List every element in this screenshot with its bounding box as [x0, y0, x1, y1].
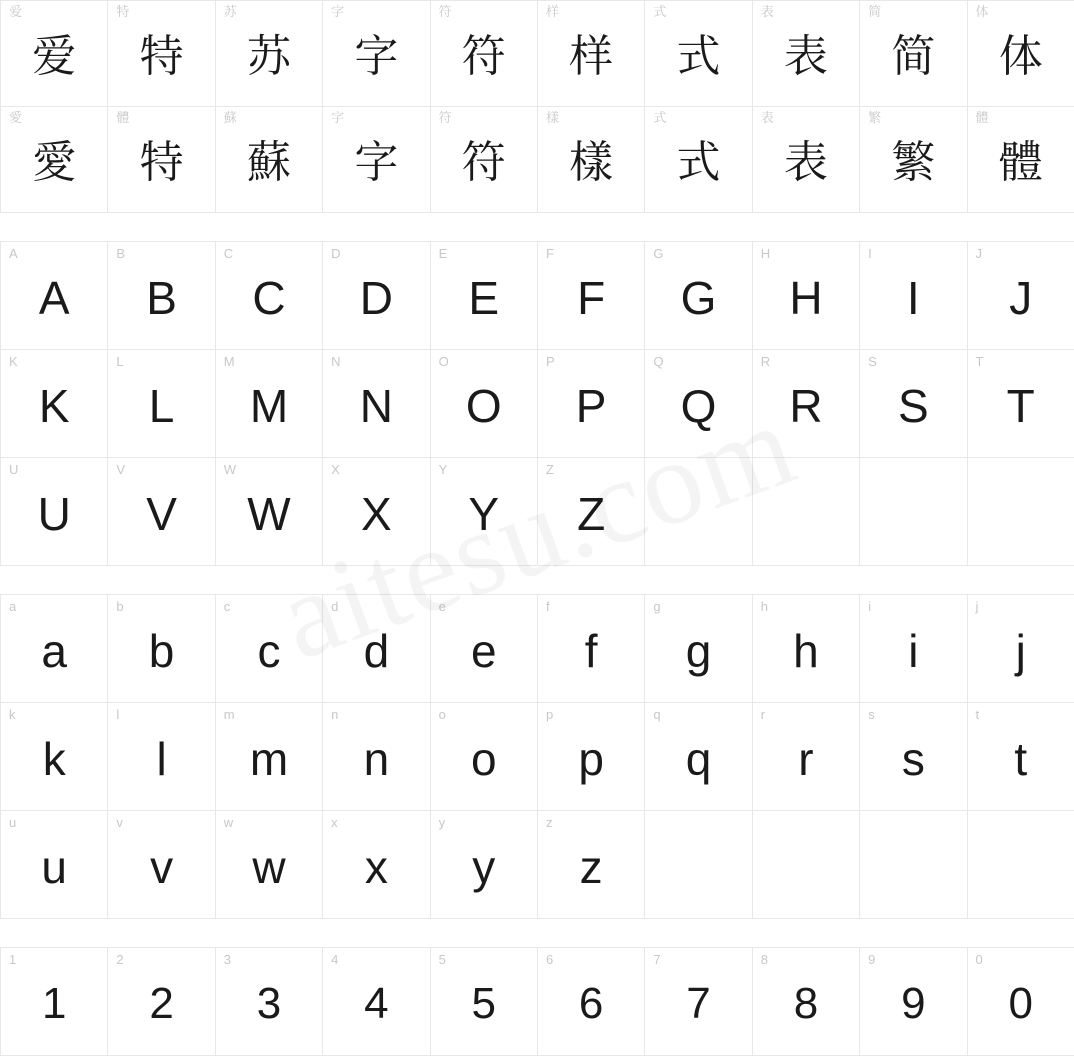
glyph-cell-empty [968, 811, 1074, 919]
glyph-cell[interactable] [431, 350, 538, 458]
glyph-cell-tag: U [9, 462, 19, 477]
glyph-cell[interactable] [108, 350, 215, 458]
glyph-cell-character: 样 [569, 30, 614, 82]
glyph-cell-tag: 蘇 [223, 111, 237, 126]
glyph-cell[interactable] [108, 948, 215, 1056]
glyph-cell[interactable] [968, 107, 1074, 213]
glyph-cell-character: W [247, 487, 291, 540]
glyph-cell-tag: 體 [975, 111, 989, 126]
glyph-cell[interactable] [216, 458, 323, 566]
glyph-cell-character: 2 [149, 978, 174, 1028]
glyph-cell[interactable] [431, 458, 538, 566]
glyph-cell-character: r [798, 732, 814, 785]
glyph-cell[interactable] [108, 703, 215, 811]
glyph-cell-tag: h [760, 599, 768, 614]
glyph-cell-tag: o [438, 707, 446, 722]
glyph-cell[interactable] [216, 703, 323, 811]
glyph-cell[interactable] [968, 242, 1074, 350]
glyph-cell-character: 字 [354, 30, 399, 82]
glyph-cell-tag: 樣 [545, 111, 559, 126]
glyph-cell-tag: l [116, 707, 120, 722]
glyph-cell-tag: e [438, 599, 446, 614]
glyph-cell-character: Z [577, 487, 606, 540]
glyph-cell-character: s [901, 732, 925, 785]
glyph-cell-character: v [150, 840, 174, 893]
glyph-cell[interactable] [860, 350, 967, 458]
glyph-cell[interactable] [1, 1, 108, 107]
glyph-cell-tag: 愛 [9, 111, 23, 126]
glyph-cell-character: e [470, 624, 497, 677]
glyph-cell-tag: 4 [331, 952, 339, 967]
glyph-cell-tag: A [9, 246, 18, 261]
glyph-cell-tag: Q [653, 354, 664, 369]
glyph-cell-character: x [364, 840, 388, 893]
glyph-cell[interactable] [645, 107, 752, 213]
glyph-block-numbers [0, 947, 1074, 1056]
glyph-cell[interactable] [431, 107, 538, 213]
glyph-cell[interactable] [968, 350, 1074, 458]
glyph-cell[interactable] [538, 242, 645, 350]
glyph-cell-character: f [584, 624, 598, 677]
glyph-cell[interactable] [753, 350, 860, 458]
glyph-cell-empty [860, 458, 967, 566]
glyph-cell[interactable] [431, 703, 538, 811]
glyph-cell-character: 體 [998, 136, 1043, 188]
glyph-cell-character [645, 458, 751, 565]
glyph-cell-tag: O [438, 354, 449, 369]
glyph-cell-tag: 体 [975, 5, 989, 20]
glyph-cell[interactable] [431, 948, 538, 1056]
glyph-cell[interactable] [753, 242, 860, 350]
glyph-cell[interactable] [1, 595, 108, 703]
glyph-cell-tag: W [223, 462, 237, 477]
glyph-cell-character: 3 [256, 978, 282, 1028]
glyph-cell-tag: 3 [223, 952, 232, 967]
glyph-cell[interactable] [323, 107, 430, 213]
glyph-cell[interactable] [645, 350, 752, 458]
glyph-cell-tag: a [9, 599, 17, 614]
glyph-cell-tag: 繁 [868, 111, 882, 126]
glyph-cell-character [645, 811, 751, 918]
glyph-cell-tag: M [223, 354, 235, 369]
glyph-cell[interactable] [1, 242, 108, 350]
glyph-cell[interactable] [431, 811, 538, 919]
glyph-cell-tag: t [975, 707, 980, 722]
glyph-cell[interactable] [431, 595, 538, 703]
glyph-cell-character: L [148, 379, 175, 432]
glyph-cell[interactable] [753, 703, 860, 811]
glyph-cell-tag: 符 [438, 5, 452, 20]
glyph-cell-tag: b [116, 599, 124, 614]
glyph-cell-character: 字 [354, 136, 399, 188]
glyph-cell-tag: B [116, 246, 126, 261]
glyph-cell-character: 6 [578, 978, 604, 1028]
glyph-cell-character: H [789, 271, 823, 324]
glyph-cell-empty [645, 458, 752, 566]
glyph-cell-character: 体 [998, 30, 1043, 82]
glyph-cell[interactable] [1, 703, 108, 811]
glyph-cell-character: S [897, 379, 929, 432]
glyph-cell-tag: 體 [116, 111, 130, 126]
glyph-cell[interactable] [645, 595, 752, 703]
glyph-cell-tag: 9 [868, 952, 876, 967]
glyph-cell-character: 5 [471, 978, 496, 1028]
glyph-cell-character: P [575, 379, 607, 432]
glyph-cell-tag: 苏 [223, 5, 237, 20]
glyph-cell-character: l [156, 732, 167, 785]
glyph-cell[interactable] [968, 1, 1074, 107]
glyph-cell-character: R [789, 379, 823, 432]
glyph-cell-tag: J [975, 246, 983, 261]
glyph-cell-tag: q [653, 707, 661, 722]
glyph-cell-character: p [578, 732, 604, 785]
glyph-cell[interactable] [968, 703, 1074, 811]
glyph-cell-character: 0 [1008, 978, 1033, 1028]
glyph-cell-character: h [793, 624, 819, 677]
glyph-cell[interactable] [216, 1, 323, 107]
glyph-cell[interactable] [860, 242, 967, 350]
glyph-cell[interactable] [323, 350, 430, 458]
glyph-cell-tag: D [331, 246, 341, 261]
glyph-cell[interactable] [216, 811, 323, 919]
glyph-cell-tag: 7 [653, 952, 661, 967]
glyph-cell-character: j [1015, 624, 1026, 677]
glyph-cell-character: I [906, 271, 920, 324]
glyph-cell-character: O [465, 379, 502, 432]
glyph-cell-character: 符 [461, 30, 506, 82]
glyph-cell-tag: P [545, 354, 555, 369]
glyph-cell-empty [753, 458, 860, 566]
glyph-cell-character: b [148, 624, 175, 677]
glyph-cell[interactable] [323, 1, 430, 107]
glyph-cell[interactable] [216, 595, 323, 703]
glyph-cell-character: 8 [793, 978, 819, 1028]
glyph-cell-tag: S [868, 354, 877, 369]
block-separator [0, 566, 1074, 594]
glyph-cell-tag: H [760, 246, 771, 261]
glyph-cell-tag: 特 [116, 5, 130, 20]
glyph-cell[interactable] [538, 350, 645, 458]
glyph-cell-character: D [359, 271, 393, 324]
glyph-cell-tag: 2 [116, 952, 124, 967]
glyph-cell[interactable] [216, 107, 323, 213]
glyph-cell[interactable] [538, 948, 645, 1056]
glyph-cell-character: M [249, 379, 289, 432]
glyph-cell-character: 特 [139, 136, 184, 188]
glyph-cell-tag: Y [438, 462, 448, 477]
glyph-cell[interactable] [1, 458, 108, 566]
glyph-cell-character: 1 [41, 978, 67, 1028]
glyph-cell-tag: Z [545, 462, 554, 477]
glyph-cell[interactable] [538, 703, 645, 811]
glyph-cell-character: 符 [461, 136, 506, 188]
glyph-cell-character: 表 [783, 136, 828, 188]
glyph-cell-tag: 式 [653, 111, 667, 126]
glyph-cell-character: F [577, 271, 606, 324]
glyph-cell-character: A [38, 271, 70, 324]
glyph-cell-character: m [249, 732, 289, 785]
glyph-cell-character: 愛 [32, 136, 77, 188]
glyph-cell-character: N [359, 379, 393, 432]
glyph-cell-character: d [363, 624, 390, 677]
glyph-cell-character: Q [680, 379, 717, 432]
glyph-cell-tag: 爱 [9, 5, 23, 20]
glyph-cell[interactable] [323, 948, 430, 1056]
glyph-cell[interactable] [1, 948, 108, 1056]
glyph-cell-tag: c [223, 599, 231, 614]
glyph-cell-tag: R [760, 354, 771, 369]
glyph-cell[interactable] [645, 703, 752, 811]
glyph-cell[interactable] [860, 948, 967, 1056]
glyph-cell[interactable] [860, 703, 967, 811]
glyph-block-cjk [0, 0, 1074, 213]
glyph-cell-tag: 1 [9, 952, 17, 967]
glyph-cell-tag: G [653, 246, 664, 261]
glyph-cell-tag: i [868, 599, 872, 614]
glyph-cell-character: w [252, 840, 286, 893]
glyph-cell[interactable] [216, 948, 323, 1056]
glyph-cell-tag: E [438, 246, 448, 261]
glyph-cell[interactable] [323, 242, 430, 350]
glyph-cell-tag: s [868, 707, 875, 722]
glyph-cell-empty [860, 811, 967, 919]
glyph-block-uppercase [0, 241, 1074, 566]
glyph-cell-empty [968, 458, 1074, 566]
glyph-cell-character: o [470, 732, 497, 785]
glyph-cell-character: V [146, 487, 177, 540]
glyph-cell-tag: T [975, 354, 984, 369]
glyph-cell[interactable] [860, 595, 967, 703]
glyph-cell-tag: 表 [760, 5, 774, 20]
glyph-cell[interactable] [108, 458, 215, 566]
block-separator [0, 919, 1074, 947]
glyph-cell[interactable] [753, 948, 860, 1056]
glyph-cell[interactable] [538, 107, 645, 213]
glyph-cell-tag: L [116, 354, 124, 369]
glyph-cell-empty [753, 811, 860, 919]
glyph-cell[interactable] [431, 242, 538, 350]
glyph-cell-character: 樣 [569, 136, 614, 188]
glyph-cell-character: c [257, 624, 281, 677]
glyph-cell[interactable] [431, 1, 538, 107]
glyph-cell[interactable] [323, 595, 430, 703]
glyph-cell-tag: v [116, 815, 123, 830]
glyph-cell-character: T [1006, 379, 1035, 432]
glyph-cell[interactable] [108, 242, 215, 350]
glyph-cell-tag: C [223, 246, 234, 261]
glyph-cell[interactable] [216, 242, 323, 350]
glyph-block-lowercase [0, 594, 1074, 919]
glyph-cell-tag: u [9, 815, 17, 830]
glyph-cell-character: 蘇 [246, 136, 291, 188]
glyph-cell[interactable] [860, 1, 967, 107]
glyph-cell-tag: j [975, 599, 979, 614]
glyph-cell-tag: K [9, 354, 18, 369]
glyph-cell-tag: m [223, 707, 235, 722]
glyph-cell-character: 繁 [891, 136, 936, 188]
glyph-cell-character: 9 [901, 978, 926, 1028]
glyph-cell[interactable] [753, 595, 860, 703]
glyph-cell-tag: 样 [545, 5, 559, 20]
glyph-cell-character: 简 [891, 30, 936, 82]
glyph-cell[interactable] [645, 948, 752, 1056]
glyph-cell-character: 表 [783, 30, 828, 82]
glyph-cell[interactable] [968, 595, 1074, 703]
glyph-cell-character [753, 458, 859, 565]
block-separator [0, 213, 1074, 241]
glyph-cell[interactable] [860, 107, 967, 213]
glyph-cell[interactable] [645, 1, 752, 107]
glyph-cell-tag: 式 [653, 5, 667, 20]
glyph-cell-tag: n [331, 707, 339, 722]
glyph-cell[interactable] [753, 1, 860, 107]
glyph-cell-tag: X [331, 462, 340, 477]
glyph-cell-character: 7 [686, 978, 711, 1028]
glyph-cell-character: q [685, 732, 712, 785]
glyph-cell-character: z [579, 840, 603, 893]
glyph-cell-character: B [146, 271, 177, 324]
glyph-cell-character [753, 811, 859, 918]
glyph-cell-tag: 0 [975, 952, 983, 967]
glyph-cell[interactable] [323, 703, 430, 811]
glyph-cell-tag: d [331, 599, 339, 614]
glyph-cell-character: a [41, 624, 67, 677]
glyph-cell[interactable] [108, 811, 215, 919]
glyph-cell-character [860, 811, 966, 918]
glyph-cell[interactable] [108, 595, 215, 703]
glyph-cell-character: 4 [364, 978, 389, 1028]
glyph-cell[interactable] [323, 458, 430, 566]
glyph-cell-tag: 6 [545, 952, 554, 967]
glyph-cell-character: J [1009, 271, 1033, 324]
glyph-cell-tag: p [545, 707, 554, 722]
glyph-cell-character: 爱 [32, 30, 77, 82]
glyph-cell-tag: 符 [438, 111, 452, 126]
glyph-cell-character: n [363, 732, 390, 785]
glyph-cell-character: E [468, 271, 500, 324]
glyph-cell-character: 式 [676, 136, 721, 188]
glyph-cell[interactable] [323, 811, 430, 919]
glyph-cell-character: K [38, 379, 70, 432]
glyph-cell-tag: r [760, 707, 766, 722]
glyph-cell-character: y [472, 840, 496, 893]
glyph-cell-character: 苏 [246, 30, 291, 82]
glyph-cell-character: t [1014, 732, 1028, 785]
glyph-cell[interactable] [1, 107, 108, 213]
glyph-cell-tag: N [331, 354, 341, 369]
glyph-cell-tag: V [116, 462, 126, 477]
glyph-cell-character: C [252, 271, 286, 324]
glyph-cell-character [968, 458, 1074, 565]
glyph-cell-tag: 5 [438, 952, 446, 967]
glyph-cell[interactable] [968, 948, 1074, 1056]
glyph-cell-tag: f [545, 599, 550, 614]
glyph-cell[interactable] [538, 811, 645, 919]
glyph-cell-tag: I [868, 246, 872, 261]
glyph-cell[interactable] [1, 811, 108, 919]
glyph-cell-character: u [41, 840, 67, 893]
glyph-cell[interactable] [108, 1, 215, 107]
glyph-cell[interactable] [1, 350, 108, 458]
glyph-cell-character: G [680, 271, 717, 324]
glyph-cell-tag: 表 [760, 111, 774, 126]
glyph-cell-tag: w [223, 815, 234, 830]
glyph-cell[interactable] [645, 242, 752, 350]
glyph-cell[interactable] [108, 107, 215, 213]
glyph-cell-character: k [42, 732, 66, 785]
glyph-cell-character: i [908, 624, 919, 677]
glyph-cell-tag: z [545, 815, 553, 830]
glyph-cell-tag: F [545, 246, 554, 261]
glyph-cell-tag: g [653, 599, 661, 614]
glyph-cell-character: X [361, 487, 392, 540]
glyph-cell-tag: x [331, 815, 338, 830]
glyph-cell-tag: y [438, 815, 446, 830]
glyph-cell[interactable] [538, 458, 645, 566]
glyph-cell-tag: 字 [331, 111, 345, 126]
glyph-cell-tag: 8 [760, 952, 768, 967]
glyph-cell-empty [645, 811, 752, 919]
glyph-cell-tag: k [9, 707, 16, 722]
glyph-cell-character [968, 811, 1074, 918]
glyph-cell-character: g [685, 624, 712, 677]
glyph-cell[interactable] [216, 350, 323, 458]
glyph-cell[interactable] [753, 107, 860, 213]
glyph-cell-character [860, 458, 966, 565]
glyph-cell[interactable] [538, 1, 645, 107]
glyph-cell-character: 特 [139, 30, 184, 82]
glyph-cell-character: 式 [676, 30, 721, 82]
glyph-cell-character: Y [468, 487, 500, 540]
glyph-cell-character: U [37, 487, 71, 540]
glyph-cell[interactable] [538, 595, 645, 703]
glyph-cell-tag: 字 [331, 5, 345, 20]
glyph-cell-tag: 简 [868, 5, 882, 20]
